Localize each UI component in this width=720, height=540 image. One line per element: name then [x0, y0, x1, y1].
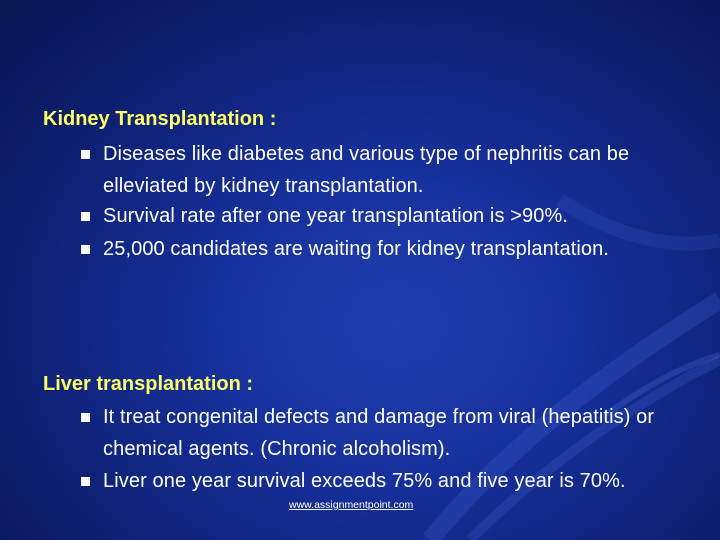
- kidney-bullet-2: [103, 200, 703, 232]
- square-bullet-icon: [81, 245, 90, 254]
- liver-bullet-1: [103, 401, 703, 465]
- square-bullet-icon: [81, 150, 90, 159]
- kidney-bullet-1: [103, 138, 703, 202]
- square-bullet-icon: [81, 477, 90, 486]
- bullet-text: 25,000 candidates are waiting for kidney transplantation.: [103, 238, 610, 260]
- liver-heading: Liver transplantation :: [43, 373, 254, 395]
- kidney-bullet-3: [103, 233, 703, 265]
- kidney-heading: Kidney Transplantation :: [43, 108, 277, 130]
- bullet-text: Liver one year survival exceeds 75% and five year is 70%.: [103, 470, 626, 492]
- bullet-text: Survival rate after one year transplantation is >90%.: [103, 205, 568, 227]
- liver-bullet-2: [103, 465, 703, 497]
- bullet-text: Diseases like diabetes and various type of nephritis can be elleviated by kidney transplantation.: [103, 143, 630, 197]
- square-bullet-icon: [81, 212, 90, 221]
- square-bullet-icon: [81, 413, 90, 422]
- bullet-text: It treat congenital defects and damage from viral (hepatitis) or chemical agents. (Chronic alcoholism).: [103, 406, 655, 460]
- watermark-link[interactable]: www.assignmentpoint.com: [289, 499, 414, 511]
